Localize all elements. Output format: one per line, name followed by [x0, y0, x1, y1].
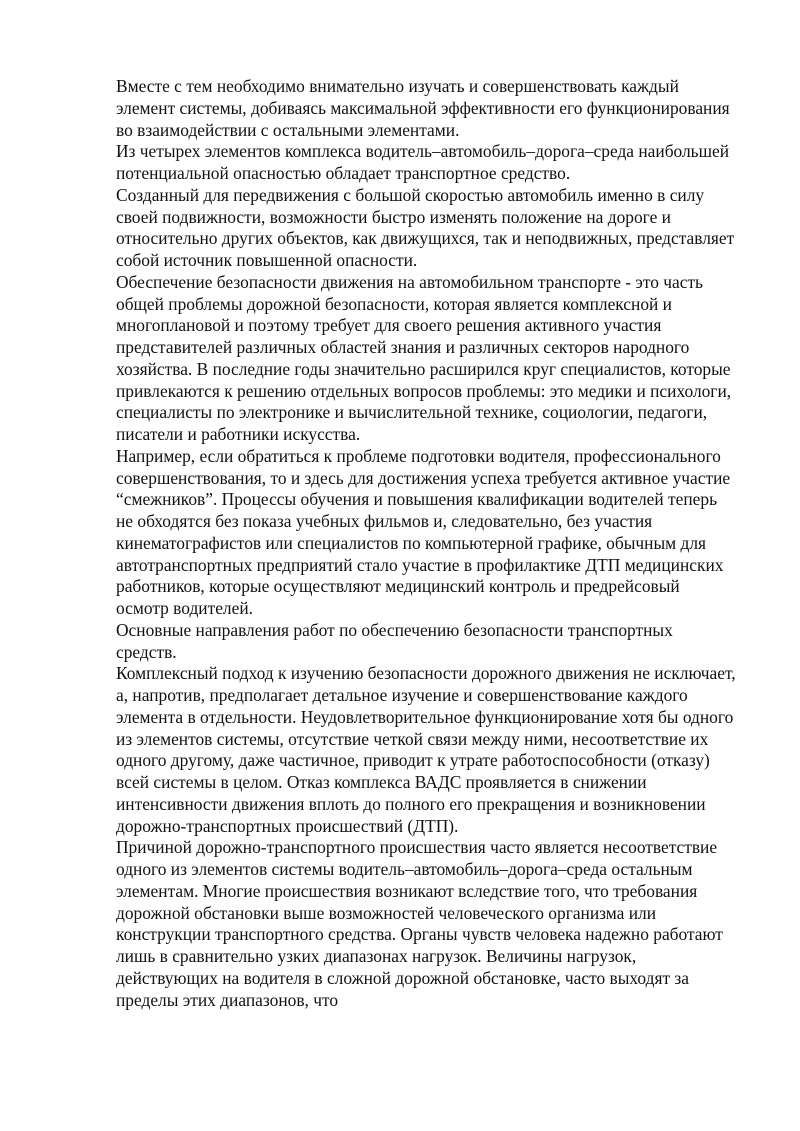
- paragraph-1: Вместе с тем необходимо внимательно изучать и совершенствовать каждый элемент системы, добиваясь максимальной эффективности его функционирования во взаимодействии с остальными элементами.: [116, 76, 730, 140]
- paragraph-4: Обеспечение безопасности движения на автомобильном транспорте - это часть общей проблемы дорожной безопасности, которая является комплексной и многоплановой и поэтому требует для своего решения активного участия представителей различных областей знания и различных секторов народного хозяйства. В последние годы значительно расширился круг специалистов, которые привлекаются к решению отдельных вопросов проблемы: это медики и психологи, специалисты по электронике и вычислительной технике, социологии, педагоги, писатели и работники искусства.: [116, 271, 732, 444]
- paragraph-6: Основные направления работ по обеспечению безопасности транспортных средств.: [116, 619, 673, 662]
- paragraph-2: Из четырех элементов комплекса водитель–автомобиль–дорога–среда наибольшей потенциальной опасностью обладает транспортное средство.: [116, 141, 730, 183]
- paragraph-3: Созданный для передвижения с большой скоростью автомобиль именно в силу своей подвижности, возможности быстро изменять положение на дороге и относительно других объектов, как движущихся, так и неподвижных, представляет собой источник повышенной опасности.: [116, 184, 735, 270]
- paragraph-8: Причиной дорожно-транспортного происшествия часто является несоответствие одного из элементов системы водитель–автомобиль–дорога–среда остальным элементам. Многие происшествия возникают вследствие того, что требования дорожной обстановки выше возможностей человеческого организма или конструкции транспортного средства. Органы чувств человека надежно работают лишь в сравнительно узких диапазонах нагрузок. Величины нагрузок, действующих на водителя в сложной дорожной обстановке, часто выходят за пределы этих диапазонов, что: [116, 837, 723, 1010]
- document-page: [116, 76, 736, 1011]
- paragraph-5: Например, если обратиться к проблеме подготовки водителя, профессионального совершенствования, то и здесь для достижения успеха требуется активное участие “смежников”. Процессы обучения и повышения квалификации водителей теперь не обходятся без показа учебных фильмов и, следовательно, без участия кинематографистов или специалистов по компьютерной графике, обычным для автотранспортных предприятий стало участие в профилактике ДТП медицинских работников, которые осуществляют медицинский контроль и предрейсовый осмотр водителей.: [116, 445, 731, 618]
- paragraph-7: Комплексный подход к изучению безопасности дорожного движения не исключает, а, напротив, предполагает детальное изучение и совершенствование каждого элемента в отдельности. Неудовлетворительное функционирование хотя бы одного из элементов системы, отсутствие четкой связи между ними, несоответствие их одного другому, даже частичное, приводит к утрате работоспособности (отказу) всей системы в целом. Отказ комплекса ВАДС проявляется в снижении интенсивности движения вплоть до полного его прекращения и возникновении дорожно-транспортных происшествий (ДТП).: [116, 663, 736, 836]
